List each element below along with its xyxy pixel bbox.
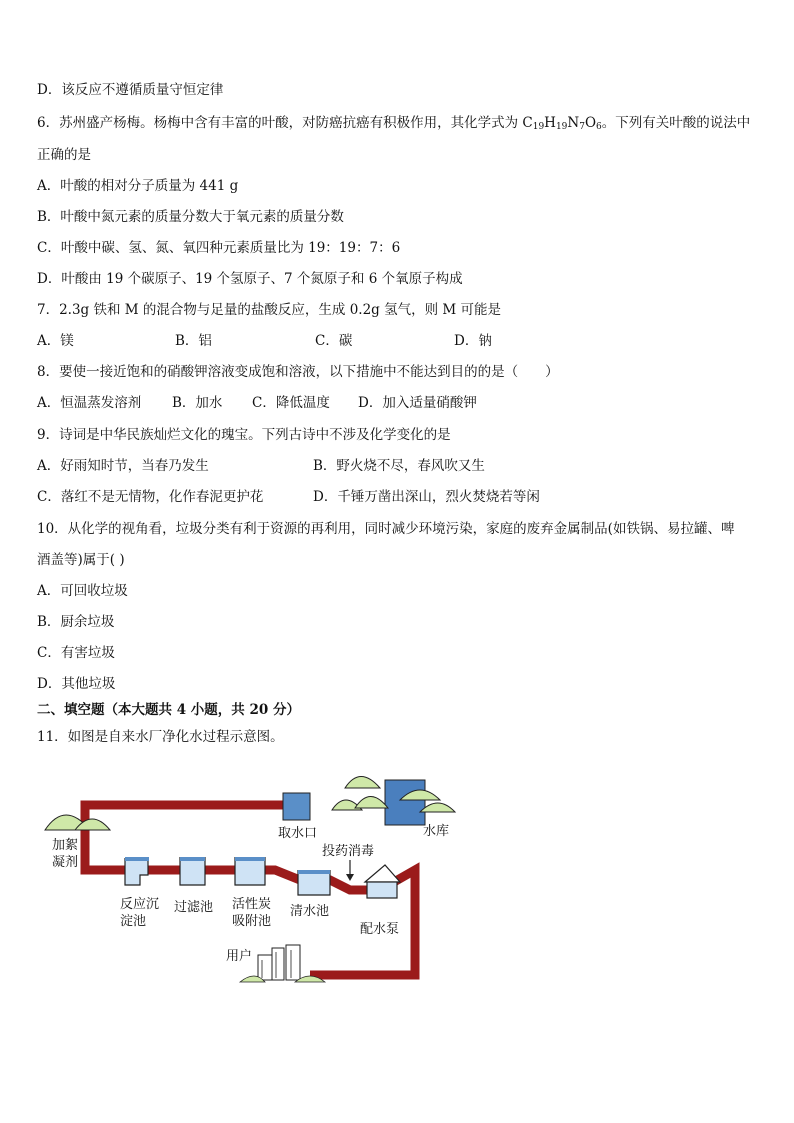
q9-option-d: D．千锤万凿出深山，烈火焚烧若等闲 bbox=[313, 489, 540, 505]
label-carbon-1: 活性炭 bbox=[232, 897, 272, 912]
label-intake: 取水口 bbox=[278, 826, 318, 841]
coagulant-hill bbox=[45, 815, 110, 830]
q8-option-c: C．降低温度 bbox=[252, 395, 330, 411]
q9-stem: 9．诗词是中华民族灿烂文化的瑰宝。下列古诗中不涉及化学变化的是 bbox=[37, 427, 451, 443]
q10-stem-line1: 10．从化学的视角看，垃圾分类有利于资源的再利用，同时减少环境污染，家庭的废弃金属制品(如铁锅、易拉罐、啤 bbox=[37, 521, 735, 537]
q7-option-c: C．碳 bbox=[315, 333, 353, 349]
filter-tank bbox=[180, 857, 205, 885]
label-filter: 过滤池 bbox=[174, 900, 214, 915]
q8-option-a: A．恒温蒸发溶剂 bbox=[37, 395, 142, 411]
label-pump: 配水泵 bbox=[360, 922, 400, 937]
q9-option-a: A．好雨知时节，当春乃发生 bbox=[37, 458, 209, 474]
formula-sub-n: 7 bbox=[579, 122, 585, 132]
q6-stem-text-b: 。下列有关叶酸的说法中 bbox=[601, 115, 751, 131]
carbon-tank bbox=[235, 857, 265, 885]
q6-option-a: A．叶酸的相对分子质量为 441 g bbox=[37, 178, 239, 194]
q9-options-row2 bbox=[37, 487, 540, 507]
formula-sub-h: 19 bbox=[555, 122, 568, 132]
formula-h: H bbox=[544, 115, 556, 131]
label-sediment-2: 淀池 bbox=[120, 914, 147, 929]
q6-option-b: B．叶酸中氮元素的质量分数大于氧元素的质量分数 bbox=[37, 209, 344, 225]
intake-box bbox=[283, 793, 310, 820]
label-coagulant-2: 凝剂 bbox=[52, 855, 79, 870]
q7-option-a: A．镁 bbox=[37, 333, 74, 349]
label-reservoir: 水库 bbox=[423, 824, 450, 839]
q9-options-row1 bbox=[37, 456, 485, 476]
q10-option-d: D．其他垃圾 bbox=[37, 676, 116, 692]
q7-options bbox=[37, 331, 492, 351]
label-disinfect: 投药消毒 bbox=[322, 844, 375, 859]
label-carbon-2: 吸附池 bbox=[232, 914, 272, 929]
q10-option-a: A．可回收垃圾 bbox=[37, 583, 128, 599]
label-user: 用户 bbox=[226, 949, 253, 964]
q9-option-b: B．野火烧不尽，春风吹又生 bbox=[313, 458, 485, 474]
q8-options bbox=[37, 393, 477, 413]
q5-option-d: D．该反应不遵循质量守恒定律 bbox=[37, 82, 224, 98]
q6-stem-text-a: 6．苏州盛产杨梅。杨梅中含有丰富的叶酸，对防癌抗癌有积极作用，其化学式为 C bbox=[37, 115, 533, 131]
pump-house bbox=[365, 865, 400, 898]
clear-water-tank bbox=[298, 870, 330, 895]
q7-option-b: B．铝 bbox=[175, 333, 212, 349]
water-treatment-diagram bbox=[40, 760, 460, 990]
q7-option-d: D．钠 bbox=[454, 333, 492, 349]
q6-stem-line2: 正确的是 bbox=[37, 147, 91, 163]
q8-option-b: B．加水 bbox=[172, 395, 223, 411]
user-buildings bbox=[240, 945, 325, 982]
formula-sub-o: 6 bbox=[596, 122, 602, 132]
q11-stem: 11．如图是自来水厂净化水过程示意图。 bbox=[37, 729, 284, 745]
q6-option-c: C．叶酸中碳、氢、氮、氧四种元素质量比为 19：19：7：6 bbox=[37, 240, 401, 256]
section-heading: 二、填空题（本大题共 4 小题，共 20 分） bbox=[37, 702, 300, 718]
disinfect-arrowhead bbox=[346, 874, 354, 881]
sedimentation-tank bbox=[125, 857, 149, 885]
label-sediment-1: 反应沉 bbox=[120, 897, 160, 912]
reservoir-illustration bbox=[332, 777, 455, 826]
q6-stem-line1 bbox=[37, 113, 750, 133]
formula-sub-c: 19 bbox=[532, 122, 545, 132]
formula-n: N bbox=[567, 115, 580, 131]
q9-option-c: C．落红不是无情物，化作春泥更护花 bbox=[37, 489, 264, 505]
q6-option-d: D．叶酸由 19 个碳原子、19 个氢原子、7 个氮原子和 6 个氧原子构成 bbox=[37, 271, 463, 287]
q7-stem: 7．2.3g 铁和 M 的混合物与足量的盐酸反应，生成 0.2g 氢气，则 M 可能是 bbox=[37, 302, 501, 318]
q10-option-c: C．有害垃圾 bbox=[37, 645, 115, 661]
q8-option-d: D．加入适量硝酸钾 bbox=[358, 395, 477, 411]
label-clear: 清水池 bbox=[290, 904, 330, 919]
formula-o: O bbox=[584, 115, 597, 131]
label-coagulant-1: 加絮 bbox=[52, 838, 79, 853]
q10-option-b: B．厨余垃圾 bbox=[37, 614, 115, 630]
q8-stem: 8．要使一接近饱和的硝酸钾溶液变成饱和溶液，以下措施中不能达到目的的是（ ） bbox=[37, 364, 559, 380]
q10-stem-line2: 酒盖等)属于( ) bbox=[37, 552, 125, 568]
